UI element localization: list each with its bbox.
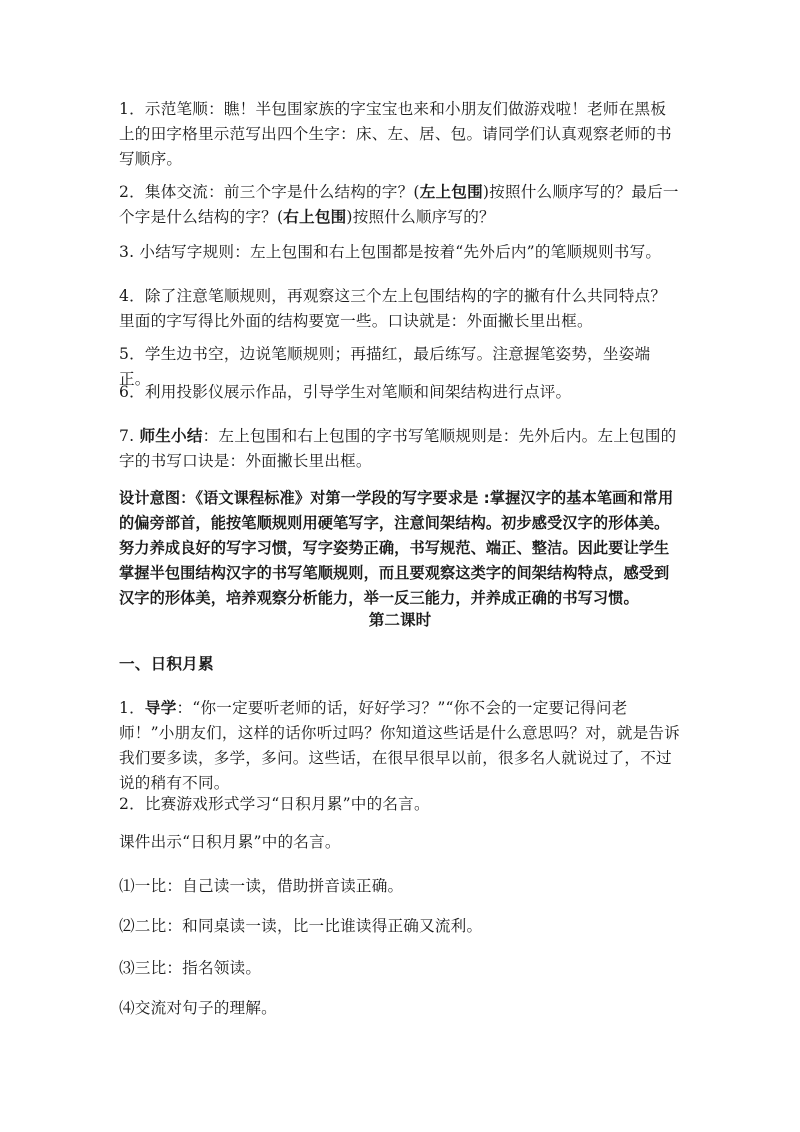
paragraph-student-practice: 5．学生边书空，边说笔顺规则；再描红，最后练写。注意握笔姿势，坐姿端正。 bbox=[119, 345, 651, 388]
section-title: 一、日积月累 bbox=[119, 655, 214, 673]
lesson2-round-two: ⑵二比：和同桌读一读，比一比谁读得正确又流利。 bbox=[119, 917, 483, 935]
lesson-heading: 第二课时 bbox=[368, 611, 432, 629]
p2-bold-right-top: 右上包围 bbox=[283, 208, 347, 226]
lesson2-round-one: ⑴一比：自己读一读，借助拼音读正确。 bbox=[119, 877, 404, 895]
l2p1-bold-guide: 导学 bbox=[144, 699, 177, 717]
p2-text-c: )按照什么顺序写的？最后一个字是什么结构的字？( bbox=[119, 183, 679, 226]
lesson2-courseware: 课件出示“日积月累”中的名言。 bbox=[119, 833, 341, 851]
l2p1-text-c: ：“你一定要听老师的话，好好学习？”“你不会的一定要记得问老师！”小朋友们，这样的话你听过吗？你知道这些话是什么意思吗？对，就是告诉我们要多读，多学，多问。这些话，在很早很早以前，很多名人就说过了，不过说的稍有不同。 bbox=[119, 699, 680, 792]
paragraph-summary bbox=[119, 424, 681, 474]
lesson2-guide bbox=[119, 696, 681, 796]
paragraph-projector-review: 6．利用投影仪展示作品，引导学生对笔顺和间架结构进行点评。 bbox=[119, 383, 572, 401]
lesson2-contest: 2．比赛游戏形式学习“日积月累”中的名言。 bbox=[119, 795, 430, 813]
p2-text-e: )按照什么顺序写的？ bbox=[346, 208, 495, 226]
l2p1-text-a: 1． bbox=[119, 699, 145, 717]
paragraph-group-discussion bbox=[119, 180, 681, 230]
paragraph-writing-rules: 3. 小结写字规则：左上包围和右上包围都是按着“先外后内”的笔顺规则书写。 bbox=[119, 243, 662, 261]
design-intent: 设计意图：《语文课程标准》对第一学段的写字要求是 :掌握汉字的基本笔画和常用的偏旁部首，能按笔顺规则用硬笔写字，注意间架结构。初步感受汉字的形体美。努力养成良好的写字习惯，写字姿势正确，书写规范、端正、整洁。因此要让学生掌握半包围结构汉字的书写笔顺规则，而且要观察这类字的间架结构特点，感受到汉字的形体美，培养观察分析能力，举一反三能力，并养成正确的书写习惯。 bbox=[119, 489, 674, 607]
p7-text-c: ：左上包围和右上包围的字书写笔顺规则是：先外后内。左上包围的字的书写口诀是：外面撇长里出框。 bbox=[119, 427, 677, 470]
paragraph-demo-stroke-order: 1．示范笔顺：瞧！半包围家族的字宝宝也来和小朋友们做游戏啦！老师在黑板上的田字格里示范写出四个生字：床、左、居、包。请同学们认真观察老师的书写顺序。 bbox=[119, 100, 672, 168]
lesson2-discussion: ⑷交流对句子的理解。 bbox=[119, 999, 277, 1017]
p2-text-a: 2．集体交流：前三个字是什么结构的字？( bbox=[119, 183, 420, 201]
lesson2-round-three: ⑶三比：指名领读。 bbox=[119, 959, 262, 977]
p2-bold-left-top: 左上包围 bbox=[419, 183, 483, 201]
p7-text-a: 7. bbox=[119, 427, 140, 445]
paragraph-observe-features: 4．除了注意笔顺规则，再观察这三个左上包围结构的字的撇有什么共同特点？里面的字写得比外面的结构要宽一些。口诀就是：外面撇长里出框。 bbox=[119, 287, 667, 330]
p7-bold-summary: 师生小结 bbox=[139, 427, 203, 445]
